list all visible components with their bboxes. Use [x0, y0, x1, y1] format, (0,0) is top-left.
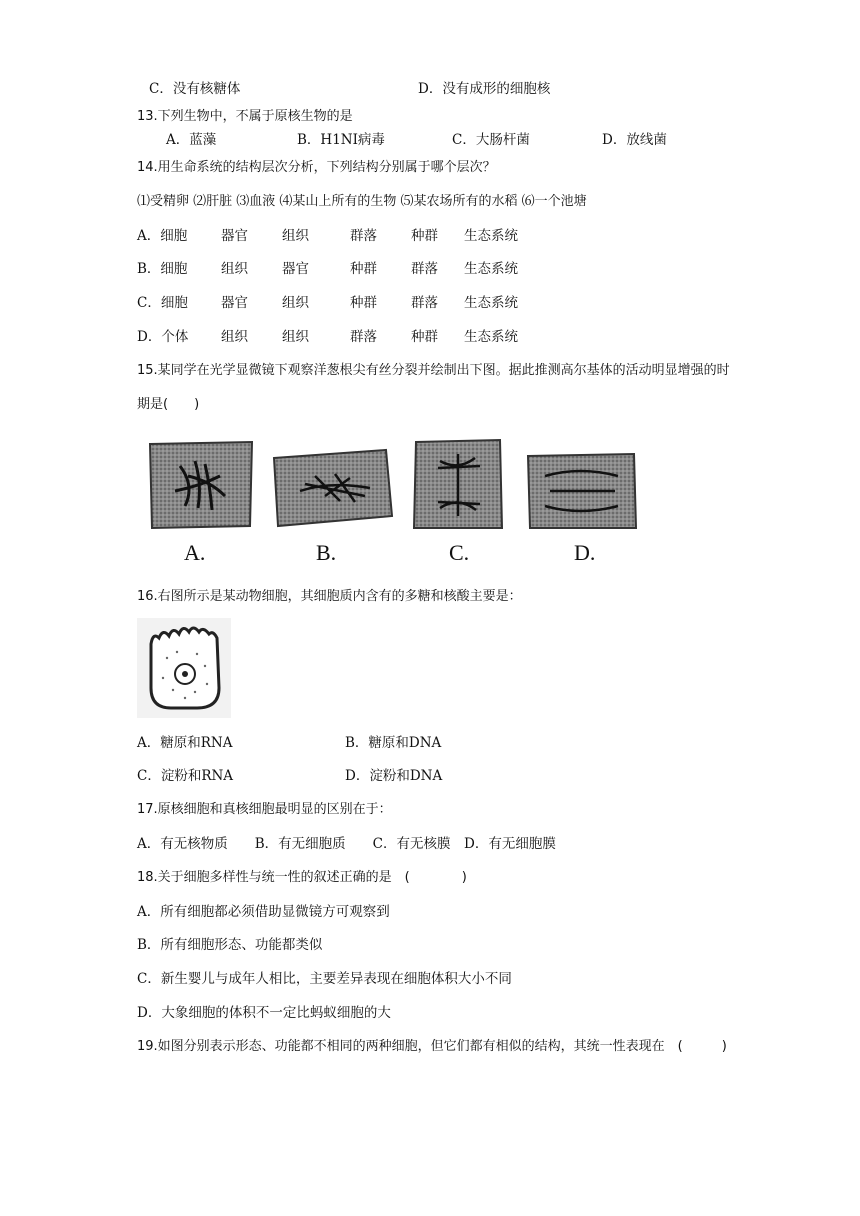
q14-b-3: 器官 — [282, 261, 309, 277]
q14-b-1: B．细胞 — [137, 261, 188, 277]
q16-option-b: B．糖原和DNA — [345, 735, 442, 751]
q15-stem-line1: 15.某同学在光学显微镜下观察洋葱根尖有丝分裂并绘制出下图。据此推测高尔基体的活动明显增强的时 — [137, 363, 730, 378]
q16-stem: 16.右图所示是某动物细胞，其细胞质内含有的多糖和核酸主要是： — [137, 589, 522, 604]
q14-items: ⑴受精卵 ⑵肝脏 ⑶血液 ⑷某山上所有的生物 ⑸某农场所有的水稻 ⑹一个池塘 — [137, 194, 587, 209]
animal-cell-figure — [137, 618, 231, 718]
q14-a-1: A．细胞 — [137, 228, 188, 244]
q14-d-4: 群落 — [350, 329, 377, 345]
q14-c-4: 种群 — [350, 295, 377, 311]
q12-option-c: C．没有核糖体 — [149, 81, 241, 97]
q14-b-4: 种群 — [350, 261, 377, 277]
q18-option-c: C．新生婴儿与成年人相比，主要差异表现在细胞体积大小不同 — [137, 971, 512, 987]
q18-option-a: A．所有细胞都必须借助显微镜方可观察到 — [137, 904, 390, 920]
q13-option-a: A．蓝藻 — [166, 132, 217, 148]
q14-d-3: 组织 — [282, 329, 309, 345]
q18-stem: 18.关于细胞多样性与统一性的叙述正确的是 ( ) — [137, 870, 467, 885]
q14-a-6: 生态系统 — [464, 228, 518, 244]
q15-label-a: A. — [184, 540, 206, 565]
q18-option-b: B．所有细胞形态、功能都类似 — [137, 937, 323, 953]
q14-c-3: 组织 — [282, 295, 309, 311]
q18-option-d: D．大象细胞的体积不一定比蚂蚁细胞的大 — [137, 1005, 391, 1021]
q12-option-d: D．没有成形的细胞核 — [418, 81, 551, 97]
q16-option-c: C．淀粉和RNA — [137, 768, 234, 784]
q14-stem: 14.用生命系统的结构层次分析，下列结构分别属于哪个层次？ — [137, 160, 496, 175]
q14-c-5: 群落 — [411, 295, 438, 311]
q14-d-6: 生态系统 — [464, 329, 518, 345]
q13-option-b: B．H1NI病毒 — [297, 132, 385, 148]
q17-stem: 17.原核细胞和真核细胞最明显的区别在于： — [137, 802, 392, 817]
q14-a-4: 群落 — [350, 228, 377, 244]
q15-label-d: D. — [574, 540, 596, 565]
q15-label-c: C. — [449, 540, 470, 565]
cell-c-drawing — [414, 440, 502, 528]
q17-options: A．有无核物质 B．有无细胞质 C．有无核膜 D．有无细胞膜 — [137, 836, 556, 852]
q15-label-b: B. — [316, 540, 337, 565]
q14-c-1: C．细胞 — [137, 295, 188, 311]
q14-b-5: 群落 — [411, 261, 438, 277]
q14-c-6: 生态系统 — [464, 295, 518, 311]
q16-option-a: A．糖原和RNA — [137, 735, 233, 751]
q14-a-2: 器官 — [221, 228, 248, 244]
q13-option-d: D．放线菌 — [602, 132, 667, 148]
q13-stem: 13.下列生物中，不属于原核生物的是 — [137, 109, 353, 124]
q14-d-5: 种群 — [411, 329, 438, 345]
q16-option-d: D．淀粉和DNA — [345, 768, 443, 784]
q14-d-1: D．个体 — [137, 329, 189, 345]
q13-option-c: C．大肠杆菌 — [452, 132, 530, 148]
q15-mitosis-figure — [140, 436, 640, 532]
q14-c-2: 器官 — [221, 295, 248, 311]
q14-b-2: 组织 — [221, 261, 248, 277]
q14-b-6: 生态系统 — [464, 261, 518, 277]
cell-a-drawing — [150, 442, 252, 528]
q15-stem-line2: 期是( ) — [137, 397, 200, 412]
cell-b-drawing — [274, 450, 392, 526]
q14-d-2: 组织 — [221, 329, 248, 345]
q14-a-3: 组织 — [282, 228, 309, 244]
q14-a-5: 种群 — [411, 228, 438, 244]
cell-d-drawing — [528, 454, 636, 528]
q19-stem: 19.如图分别表示形态、功能都不相同的两种细胞，但它们都有相似的结构，其统一性表现在 ( ) — [137, 1039, 727, 1054]
